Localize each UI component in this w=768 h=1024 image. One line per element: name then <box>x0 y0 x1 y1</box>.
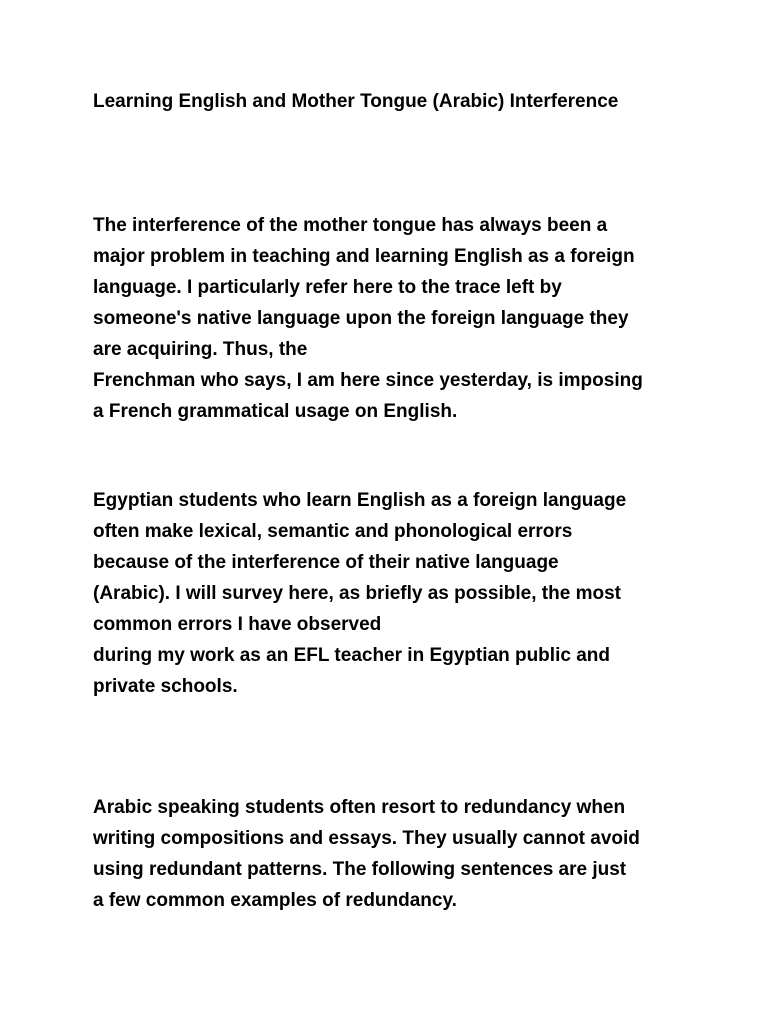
paragraph-line: are acquiring. Thus, the <box>93 339 308 360</box>
paragraph-line: Egyptian students who learn English as a foreign language <box>93 490 627 511</box>
paragraph-line: language. I particularly refer here to the trace left by <box>93 277 562 298</box>
paragraph-line: a French grammatical usage on English. <box>93 401 458 422</box>
paragraph-line: Arabic speaking students often resort to redundancy when <box>93 797 626 818</box>
paragraph-line: private schools. <box>93 676 238 697</box>
paragraph-line: a few common examples of redundancy. <box>93 890 457 911</box>
paragraph-line: common errors I have observed <box>93 614 382 635</box>
paragraph-line: during my work as an EFL teacher in Egyptian public and <box>93 645 610 666</box>
paragraph-line: (Arabic). I will survey here, as briefly as possible, the most <box>93 583 621 604</box>
paragraph-line: someone's native language upon the foreign language they <box>93 308 629 329</box>
paragraph-line: often make lexical, semantic and phonological errors <box>93 521 573 542</box>
paragraph-line: The interference of the mother tongue has always been a <box>93 215 608 236</box>
paragraph-redundancy <box>93 792 693 916</box>
paragraph-line: major problem in teaching and learning English as a foreign <box>93 246 635 267</box>
paragraph-line: using redundant patterns. The following sentences are just <box>93 859 627 880</box>
paragraph-egyptian-students <box>93 485 693 702</box>
paragraph-mother-tongue-interference <box>93 210 693 427</box>
paragraph-line: Frenchman who says, I am here since yesterday, is imposing <box>93 370 643 391</box>
paragraph-line: because of the interference of their native language <box>93 552 559 573</box>
document-title: Learning English and Mother Tongue (Arabic) Interference <box>93 91 619 112</box>
paragraph-line: writing compositions and essays. They usually cannot avoid <box>93 828 640 849</box>
